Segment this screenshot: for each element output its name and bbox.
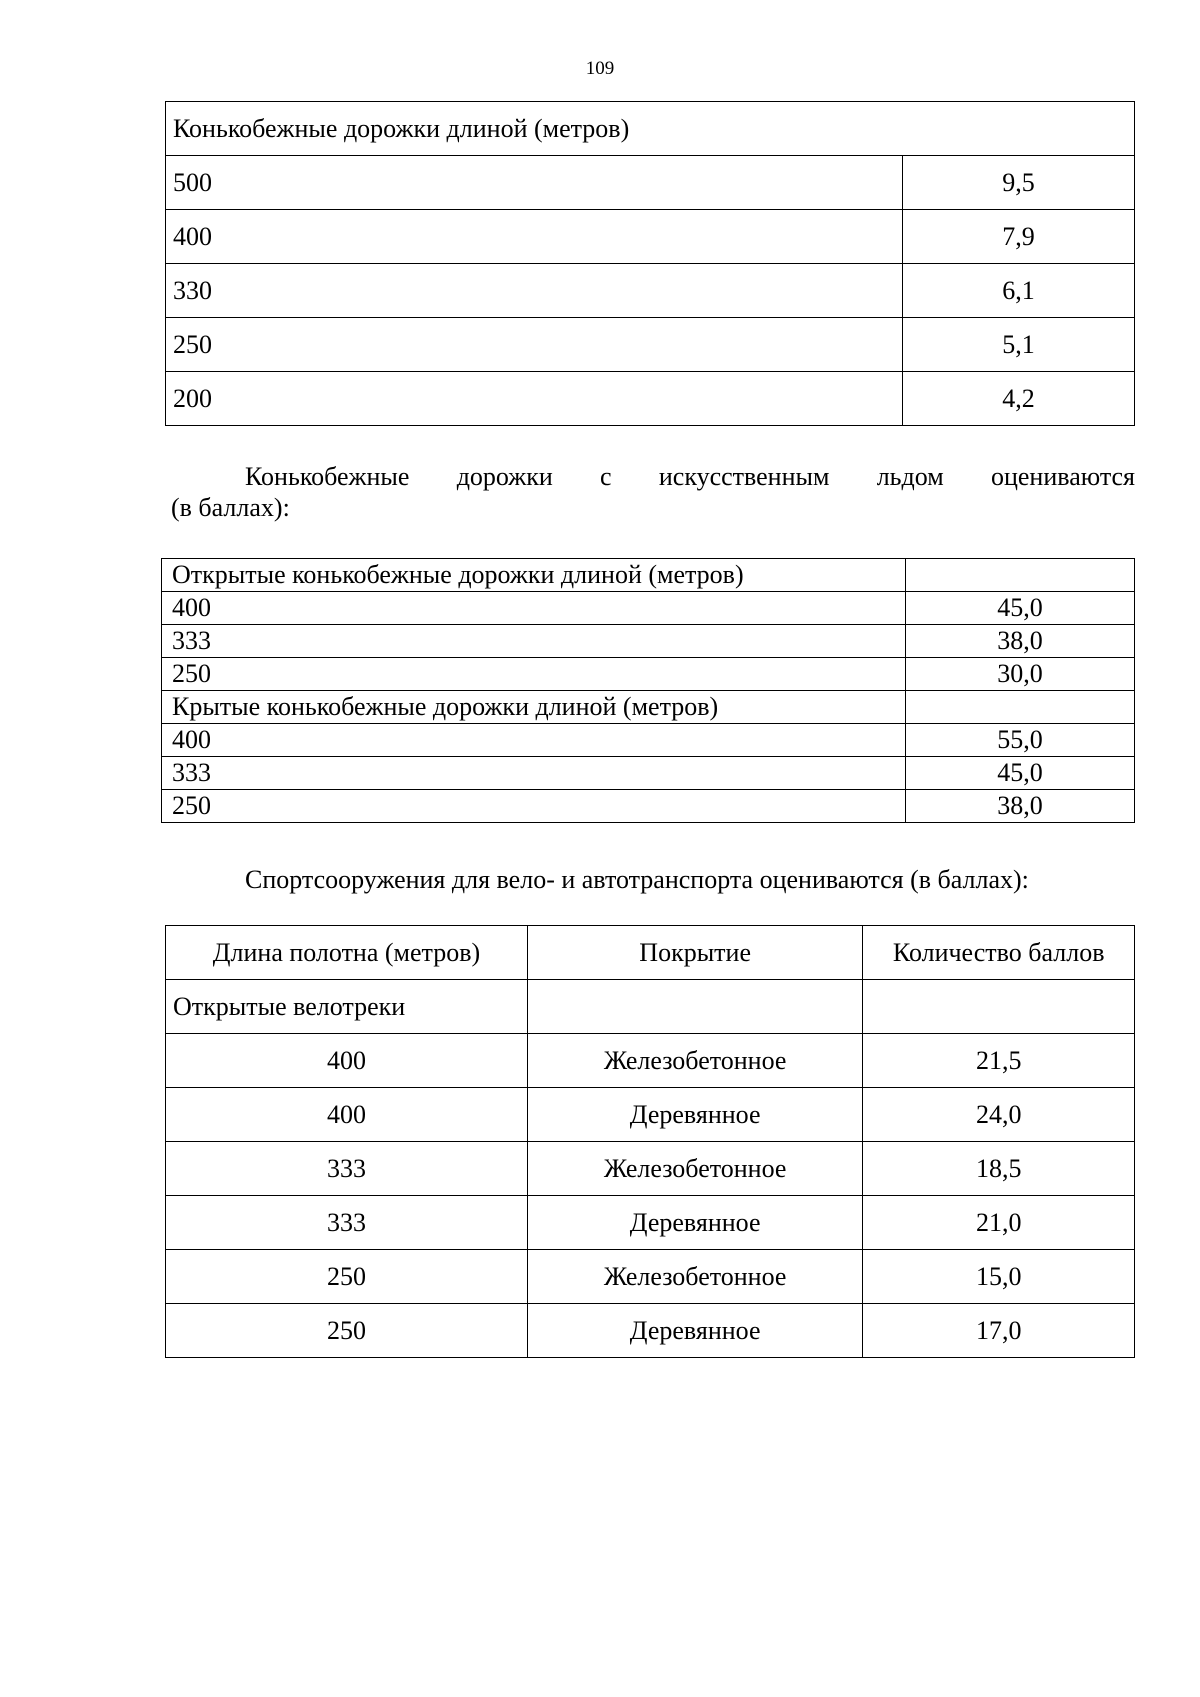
table-row [166,1304,1135,1358]
value-cell: 45,0 [905,757,1134,790]
value-cell: 45,0 [905,592,1134,625]
length-cell: 333 [166,1142,528,1196]
cycle-tracks-table [165,925,1135,1358]
length-cell: 250 [166,1304,528,1358]
section-header: Открытые конькобежные дорожки длиной (метров) [162,559,906,592]
length-cell: 400 [166,1088,528,1142]
table-header-row [166,926,1135,980]
paragraph-artificial-ice [171,461,1135,523]
length-cell: 400 [166,1034,528,1088]
points-cell: 24,0 [863,1088,1135,1142]
table-row [166,1250,1135,1304]
table-row [166,264,1135,318]
length-cell: 330 [166,264,903,318]
artificial-ice-tracks-table [161,558,1135,823]
column-header-length: Длина полотна (метров) [166,926,528,980]
section-header-row [162,691,1135,724]
table-row [162,724,1135,757]
paragraph-cycling-facilities: Спортсооружения для вело- и автотранспорта оцениваются (в баллах): [245,865,1029,894]
empty-cell [863,980,1135,1034]
empty-cell [527,980,862,1034]
length-cell: 250 [166,318,903,372]
table-header-row [166,102,1135,156]
section-header-row [166,980,1135,1034]
table-row [162,658,1135,691]
table-row [166,1088,1135,1142]
skating-tracks-length-table [165,101,1135,426]
surface-cell: Деревянное [527,1304,862,1358]
length-cell: 400 [166,210,903,264]
surface-cell: Железобетонное [527,1142,862,1196]
points-cell: 18,5 [863,1142,1135,1196]
value-cell: 4,2 [903,372,1135,426]
table-row [162,592,1135,625]
value-cell: 5,1 [903,318,1135,372]
empty-cell [905,559,1134,592]
value-cell: 38,0 [905,790,1134,823]
surface-cell: Деревянное [527,1088,862,1142]
points-cell: 15,0 [863,1250,1135,1304]
length-cell: 200 [166,372,903,426]
value-cell: 9,5 [903,156,1135,210]
length-cell: 400 [162,724,906,757]
points-cell: 21,0 [863,1196,1135,1250]
surface-cell: Железобетонное [527,1250,862,1304]
value-cell: 7,9 [903,210,1135,264]
section-header-row [162,559,1135,592]
paragraph-line: (в баллах): [171,493,290,522]
table-header: Конькобежные дорожки длиной (метров) [166,102,1135,156]
table-row [166,1142,1135,1196]
surface-cell: Железобетонное [527,1034,862,1088]
length-cell: 500 [166,156,903,210]
table-row [166,210,1135,264]
table-row [162,625,1135,658]
column-header-surface: Покрытие [527,926,862,980]
points-cell: 21,5 [863,1034,1135,1088]
value-cell: 30,0 [905,658,1134,691]
page-number: 109 [585,58,615,79]
table-row [166,318,1135,372]
section-header: Открытые велотреки [166,980,528,1034]
points-cell: 17,0 [863,1304,1135,1358]
length-cell: 400 [162,592,906,625]
section-header: Крытые конькобежные дорожки длиной (метров) [162,691,906,724]
table-row [166,1196,1135,1250]
paragraph-line: Конькобежные дорожки с искусственным льдом оцениваются [245,462,1135,491]
empty-cell [905,691,1134,724]
value-cell: 55,0 [905,724,1134,757]
surface-cell: Деревянное [527,1196,862,1250]
table-row [166,156,1135,210]
length-cell: 333 [162,757,906,790]
length-cell: 333 [162,625,906,658]
table-row [162,757,1135,790]
length-cell: 250 [162,790,906,823]
length-cell: 250 [166,1250,528,1304]
table-row [166,1034,1135,1088]
value-cell: 6,1 [903,264,1135,318]
table-row [166,372,1135,426]
length-cell: 250 [162,658,906,691]
column-header-points: Количество баллов [863,926,1135,980]
value-cell: 38,0 [905,625,1134,658]
table-row [162,790,1135,823]
length-cell: 333 [166,1196,528,1250]
